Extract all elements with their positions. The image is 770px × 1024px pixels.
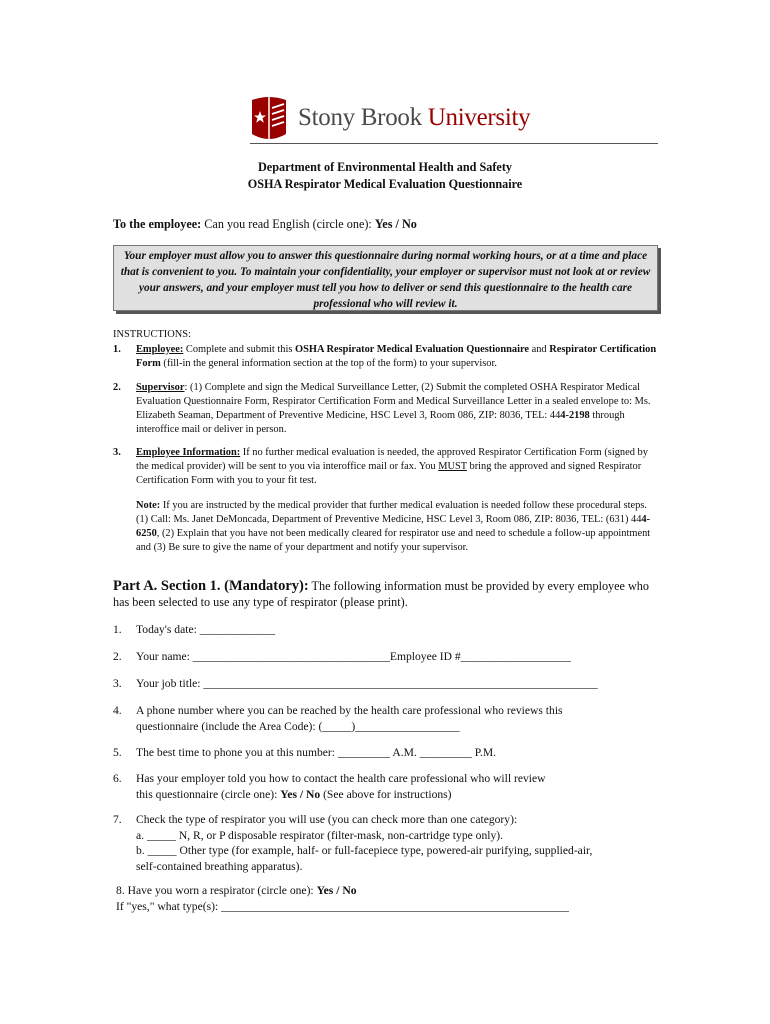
instruction-number: 2. — [113, 382, 121, 393]
respirator-type-a-check[interactable]: a. _____ N, R, or P disposable respirator (filter-mask, non-cartridge type only). — [136, 828, 504, 842]
instruction-text: If no further medical evaluation is needed, the approved Respirator Certification Form (signed by the medical provider) will be sent to you via interoffice mail or fax. You — [136, 447, 648, 472]
instruction-text: through interoffice mail or deliver in person. — [136, 410, 625, 435]
instruction-label: Supervisor — [136, 382, 185, 393]
question-2 — [113, 649, 661, 665]
question-5 — [113, 745, 661, 761]
instruction-text: bring the approved and signed Respirator Certification Form with you to your fit test. — [136, 461, 642, 486]
to-employee-label: To the employee: — [113, 217, 202, 231]
question-number: 6. — [113, 772, 122, 785]
read-english-question — [113, 217, 417, 232]
part-a-section-header — [113, 578, 661, 610]
note-bold: 4-6250 — [136, 514, 651, 539]
form-title: OSHA Respirator Medical Evaluation Questionnaire — [247, 177, 523, 191]
job-title-field[interactable]: Your job title: ____________________________________________________________________ — [136, 677, 598, 690]
yes-no-options: Yes / No — [374, 217, 417, 231]
question-number: 2. — [113, 650, 122, 663]
yes-no-circle-options[interactable]: Yes / No — [316, 884, 357, 897]
header-divider — [250, 143, 658, 144]
question-1 — [113, 622, 661, 638]
instruction-supervisor — [113, 381, 661, 437]
question-text: Has your employer told you how to contact the health care professional who will review — [136, 772, 546, 785]
logo-word-university: University — [427, 104, 531, 131]
best-time-field[interactable]: The best time to phone you at this number: _________ A.M. _________ P.M. — [136, 746, 497, 759]
instruction-text: : (1) Complete and sign the Medical Surveillance Letter, (2) Submit the completed OSHA Respirator Medical Evaluation Questionnaire Form, Respirator Certification Form and Medical Surveillance Letter in a sealed envelope to: Ms. Elizabeth Seaman, Department of Preventive Medicine, HSC Level 3, Room 086, ZIP: 8036, TEL: 44 — [136, 382, 651, 421]
instruction-bold: Respirator Certification Form — [136, 344, 657, 369]
todays-date-field[interactable]: Today's date: _____________ — [136, 623, 276, 636]
name-employee-id-field[interactable]: Your name: __________________________________Employee ID #___________________ — [136, 650, 571, 663]
note-text: , (2) Explain that you have not been medically cleared for respirator use and need to schedule a follow-up appointment and (3) Be sure to give the name of your department and notify your supervisor. — [136, 528, 651, 553]
instruction-label: Employee: — [136, 344, 184, 355]
question-text: self-contained breathing apparatus). — [136, 859, 303, 873]
question-4 — [113, 703, 661, 734]
question-text: this questionnaire (circle one): — [136, 787, 281, 801]
instruction-note — [113, 499, 661, 555]
question-3 — [113, 676, 661, 692]
respirator-type-b-check[interactable]: b. _____ Other type (for example, half- or full-facepiece type, powered-air purifying, supplied-air, — [136, 844, 593, 857]
yes-no-circle-options[interactable]: Yes / No — [280, 787, 321, 801]
instruction-bold: OSHA Respirator Medical Evaluation Questionnaire — [295, 344, 530, 355]
read-english-text: Can you read English (circle one): — [201, 217, 375, 231]
question-number: 1. — [113, 623, 122, 636]
university-logo — [250, 93, 530, 143]
logo-word-stony-brook: Stony Brook — [298, 104, 422, 131]
question-7 — [113, 812, 661, 874]
question-number: 7. — [113, 813, 122, 826]
note-text: If you are instructed by the medical provider that further medical evaluation is needed follow these procedural steps. (1) Call: Ms. Janet DeMoncada, Department of Preventive Medicine, HSC Level 3, Room 086, ZIP: 8036, TEL: (631) 44 — [136, 500, 647, 525]
respirator-types-field[interactable]: If "yes," what type(s): ____________________________________________________________ — [116, 899, 569, 913]
question-number: 5. — [113, 746, 122, 759]
question-6 — [113, 771, 661, 802]
question-text: (See above for instructions) — [320, 787, 452, 801]
confidentiality-notice: Your employer must allow you to answer this questionnaire during normal working hours, or at a time and place that is convenient to you. To maintain your confidentiality, your employer or supervisor must not look at or review your answers, and your employer must tell you how to deliver or send this questionnaire to the health care professional who will review it. — [113, 245, 658, 311]
instruction-text: and — [529, 344, 550, 355]
instruction-employee — [113, 343, 661, 371]
instruction-text: (fill-in the general information section at the top of the form) to your supervisor. — [160, 358, 497, 369]
must-emphasis: MUST — [438, 461, 467, 472]
department-name: Department of Environmental Health and Safety — [257, 160, 512, 174]
part-a-title: Part A. Section 1. (Mandatory): — [113, 578, 309, 594]
phone-number-field[interactable]: questionnaire (include the Area Code): (_____)__________________ — [136, 719, 460, 733]
question-number: 4. — [113, 704, 122, 717]
instruction-employee-information — [113, 446, 661, 488]
instruction-bold: 4-2198 — [560, 410, 590, 421]
question-text: Check the type of respirator you will use (you can check more than one category): — [136, 813, 518, 826]
instruction-number: 3. — [113, 447, 121, 458]
instruction-text: Complete and submit this — [183, 344, 296, 355]
instruction-number: 1. — [113, 344, 121, 355]
university-shield-icon — [250, 94, 288, 142]
part-a-description: The following information must be provided by every employee who has been selected to use any type of respirator (please print). — [113, 579, 649, 609]
note-label: Note: — [136, 500, 161, 511]
question-text: A phone number where you can be reached by the health care professional who reviews this — [136, 704, 563, 717]
university-name — [298, 104, 530, 132]
instruction-label: Employee Information: — [136, 447, 241, 458]
document-title-block — [0, 159, 770, 193]
question-text: 8. Have you worn a respirator (circle one): — [116, 884, 317, 897]
instructions-heading: INSTRUCTIONS: — [113, 329, 191, 340]
question-8 — [113, 883, 661, 914]
question-number: 3. — [113, 677, 122, 690]
